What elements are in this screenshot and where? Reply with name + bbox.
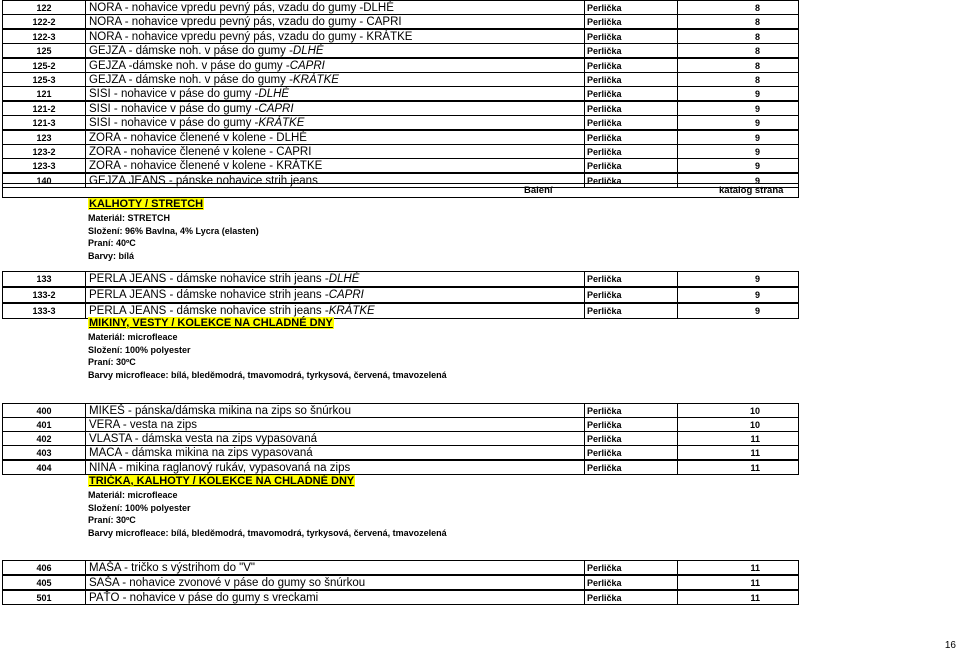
table-row: [2, 560, 799, 575]
table-row: [2, 43, 799, 58]
item-code: 140: [3, 174, 86, 187]
item-packaging: Perlička: [585, 59, 678, 72]
item-name: [86, 159, 585, 172]
info-line: Barvy: bílá: [88, 250, 135, 261]
table-row: [2, 101, 799, 116]
item-code: 122-2: [3, 15, 86, 28]
item-packaging: Perlička: [585, 102, 678, 115]
item-name: [86, 44, 585, 57]
item-name-text: SISI - nohavice v páse do gumy -: [89, 102, 259, 115]
item-name-text: SISI - nohavice v páse do gumy -: [89, 87, 259, 100]
table-row: [2, 0, 799, 15]
item-catalog-page: 9: [754, 306, 760, 316]
item-name: MAŠA - tričko s výstrihom do "V": [86, 561, 585, 574]
item-packaging: Perlička: [585, 272, 678, 286]
item-packaging: Perlička: [585, 87, 678, 100]
table-row: [2, 144, 799, 159]
item-packaging: Perlička: [585, 404, 678, 417]
item-variant: KRÁTKE: [328, 305, 375, 317]
item-code: 123-2: [3, 145, 86, 158]
item-code: 121-3: [3, 116, 86, 129]
item-code: 121-2: [3, 102, 86, 115]
section-title-stretch: KALHOTY / STRETCH: [89, 198, 204, 210]
item-name-text: PERLA JEANS - dámske nohavice strih jeans -: [89, 273, 329, 285]
item-code: 133: [3, 272, 86, 286]
item-packaging: Perlička: [585, 44, 678, 57]
item-name-text: GEJZA -dámske noh. v páse do gumy -: [89, 59, 290, 72]
item-name: MIKEŠ - pánska/dámska mikina na zips so šnúrkou: [86, 404, 585, 417]
info-line: Materiál: microfleace: [88, 490, 178, 500]
info-line: Materiál: STRETCH: [88, 213, 171, 223]
table-row: [2, 86, 799, 101]
item-name: [86, 145, 585, 158]
item-packaging: Perlička: [585, 432, 678, 445]
table-row: [2, 14, 799, 29]
item-catalog-page: 9: [754, 175, 760, 186]
packaging-header: Balení: [524, 185, 553, 196]
section-info-fleece: [88, 331, 447, 381]
item-code: 122-3: [3, 30, 86, 43]
item-name: SAŠA - nohavice zvonové v páse do gumy so šnúrkou: [86, 576, 585, 589]
item-name: [86, 1, 585, 14]
table-row: [2, 29, 799, 44]
item-catalog-page: 9: [754, 103, 760, 114]
item-name-text: PERLA JEANS - dámske nohavice strih jeans -: [89, 289, 329, 301]
item-name: [86, 272, 585, 286]
item-name: [86, 116, 585, 129]
item-name-text: ZORA - nohavice členené v kolene - CAPRI: [89, 145, 312, 158]
table-row: [2, 460, 799, 475]
info-line: Barvy microfleace: bílá, bleděmodrá, tmavomodrá, tyrkysová, červená, tmavozelená: [88, 527, 447, 538]
item-name-text: NORA - nohavice vpredu pevný pás, vzadu do gumy - KRÁTKE: [89, 30, 413, 43]
item-catalog-page: 8: [754, 45, 760, 56]
item-name-text: ZORA - nohavice členené v kolene - DLHÉ: [89, 131, 307, 144]
item-variant: CAPRI: [258, 102, 294, 115]
table-row: [2, 445, 799, 460]
table-row: [2, 417, 799, 432]
item-name-text: ZORA - nohavice členené v kolene - KRÁTKE: [89, 159, 323, 172]
item-packaging: Perlička: [585, 15, 678, 28]
info-line: Praní: 30ºC: [88, 357, 136, 367]
item-packaging: Perlička: [585, 145, 678, 158]
table-row: [2, 158, 799, 173]
item-code: 121: [3, 87, 86, 100]
item-packaging: Perlička: [585, 288, 678, 302]
item-name-text: GEJZA - dámske noh. v páse do gumy -: [89, 73, 293, 86]
item-packaging: Perlička: [585, 576, 678, 589]
item-catalog-page: 8: [754, 2, 760, 13]
item-catalog-page: 9: [754, 146, 760, 157]
item-catalog-page: 10: [749, 405, 760, 416]
item-catalog-page: 8: [754, 31, 760, 42]
item-variant: KRÁTKE: [258, 116, 305, 129]
item-name: [86, 30, 585, 43]
table-row: [2, 58, 799, 73]
table-row: [2, 130, 799, 145]
item-catalog-page: 8: [754, 16, 760, 27]
item-packaging: Perlička: [585, 418, 678, 431]
info-line: Praní: 40ºC: [88, 238, 136, 248]
item-code: 123-3: [3, 159, 86, 172]
item-variant: DLHÉ: [328, 273, 360, 285]
info-line: Barvy microfleace: bílá, bleděmodrá, tmavomodrá, tyrkysová, červená, tmavozelená: [88, 369, 447, 380]
page-number: 16: [944, 640, 956, 651]
item-packaging: Perlička: [585, 174, 678, 187]
item-name: [86, 304, 585, 318]
table-row: [2, 115, 799, 130]
item-catalog-page: 8: [754, 60, 760, 71]
table-row: [2, 287, 799, 303]
table-row: [2, 575, 799, 590]
section-title-fleece: MIKINY, VESTY / KOLEKCE NA CHLADNÉ DNY: [89, 317, 333, 329]
item-catalog-page: 11: [750, 462, 760, 473]
item-name-text: NORA - nohavice vpredu pevný pás, vzadu do gumy - CAPRI: [89, 15, 402, 28]
item-name: MACA - dámska mikina na zips vypasovaná: [86, 446, 585, 459]
column-header-row: [2, 183, 799, 198]
item-catalog-page: 9: [754, 290, 760, 300]
section-title-tshirts: TRIČKA, KALHOTY / KOLEKCE NA CHLADNÉ DNY: [89, 475, 355, 487]
table-row: [2, 72, 799, 87]
table-row: [2, 431, 799, 446]
item-code: 405: [3, 576, 86, 589]
info-line: Složení: 100% polyester: [88, 502, 191, 513]
item-name: [86, 73, 585, 86]
item-code: 133-3: [3, 304, 86, 318]
item-code: 404: [3, 461, 86, 474]
item-catalog-page: 11: [750, 562, 760, 573]
item-name: VERA - vesta na zips: [86, 418, 585, 431]
item-name-suffix: DLHÉ: [363, 1, 394, 14]
item-variant: CAPRI: [328, 289, 364, 301]
info-line: Složení: 96% Bavlna, 4% Lycra (elasten): [88, 225, 259, 236]
item-catalog-page: 11: [750, 433, 760, 444]
item-name-text: GEJZA - dámske noh. v páse do gumy -: [89, 44, 293, 57]
item-catalog-page: 11: [750, 447, 760, 458]
item-code: 125-2: [3, 59, 86, 72]
item-name: [86, 59, 585, 72]
info-line: Materiál: microfleace: [88, 332, 178, 342]
item-code: 401: [3, 418, 86, 431]
item-name: NINA - mikina raglanový rukáv, vypasovaná na zips: [86, 461, 585, 474]
item-catalog-page: 9: [754, 117, 760, 128]
item-code: 400: [3, 404, 86, 417]
item-code: 133-2: [3, 288, 86, 302]
item-packaging: Perlička: [585, 30, 678, 43]
item-name: [86, 102, 585, 115]
item-catalog-page: 9: [754, 274, 760, 284]
item-code: 125-3: [3, 73, 86, 86]
item-code: 125: [3, 44, 86, 57]
item-code: 123: [3, 131, 86, 144]
item-catalog-page: 8: [754, 74, 760, 85]
table-row: [2, 590, 799, 605]
item-packaging: Perlička: [585, 446, 678, 459]
item-variant: DLHÉ: [292, 44, 324, 57]
item-catalog-page: 9: [754, 160, 760, 171]
item-name-text: GEJZA JEANS - pánske nohavice strih jeans: [89, 174, 318, 187]
item-packaging: Perlička: [585, 591, 678, 604]
item-name-text: SISI - nohavice v páse do gumy -: [89, 116, 259, 129]
item-catalog-page: 11: [750, 577, 760, 588]
item-code: 406: [3, 561, 86, 574]
item-catalog-page: 9: [754, 88, 760, 99]
item-packaging: Perlička: [585, 304, 678, 318]
item-code: 122: [3, 1, 86, 14]
item-packaging: Perlička: [585, 131, 678, 144]
item-name: [86, 131, 585, 144]
item-name: [86, 288, 585, 302]
item-name: VLASTA - dámska vesta na zips vypasovaná: [86, 432, 585, 445]
item-packaging: Perlička: [585, 1, 678, 14]
item-packaging: Perlička: [585, 73, 678, 86]
item-packaging: Perlička: [585, 461, 678, 474]
item-catalog-page: 11: [750, 592, 760, 603]
item-name: [86, 15, 585, 28]
item-name-text: NORA - nohavice vpredu pevný pás, vzadu do gumy -: [89, 1, 364, 14]
item-catalog-page: 9: [754, 132, 760, 143]
item-variant: CAPRI: [289, 59, 325, 72]
item-catalog-page: 10: [749, 419, 760, 430]
item-name: PAŤO - nohavice v páse do gumy s vreckami: [86, 591, 585, 604]
item-code: 501: [3, 591, 86, 604]
table-row: [2, 271, 799, 287]
item-code: 402: [3, 432, 86, 445]
section-info-stretch: [88, 212, 259, 262]
section-info-tshirts: [88, 489, 447, 539]
item-name: [86, 87, 585, 100]
item-variant: DLHÉ: [258, 87, 290, 100]
table-row: [2, 403, 799, 418]
item-packaging: Perlička: [585, 159, 678, 172]
item-variant: KRÁTKE: [292, 73, 339, 86]
info-line: Složení: 100% polyester: [88, 344, 191, 355]
info-line: Praní: 30ºC: [88, 515, 136, 525]
item-code: 403: [3, 446, 86, 459]
item-packaging: Perlička: [585, 116, 678, 129]
item-name-text: PERLA JEANS - dámske nohavice strih jeans -: [89, 305, 329, 317]
catalog-page-header: katalog strana: [719, 185, 784, 196]
item-packaging: Perlička: [585, 561, 678, 574]
